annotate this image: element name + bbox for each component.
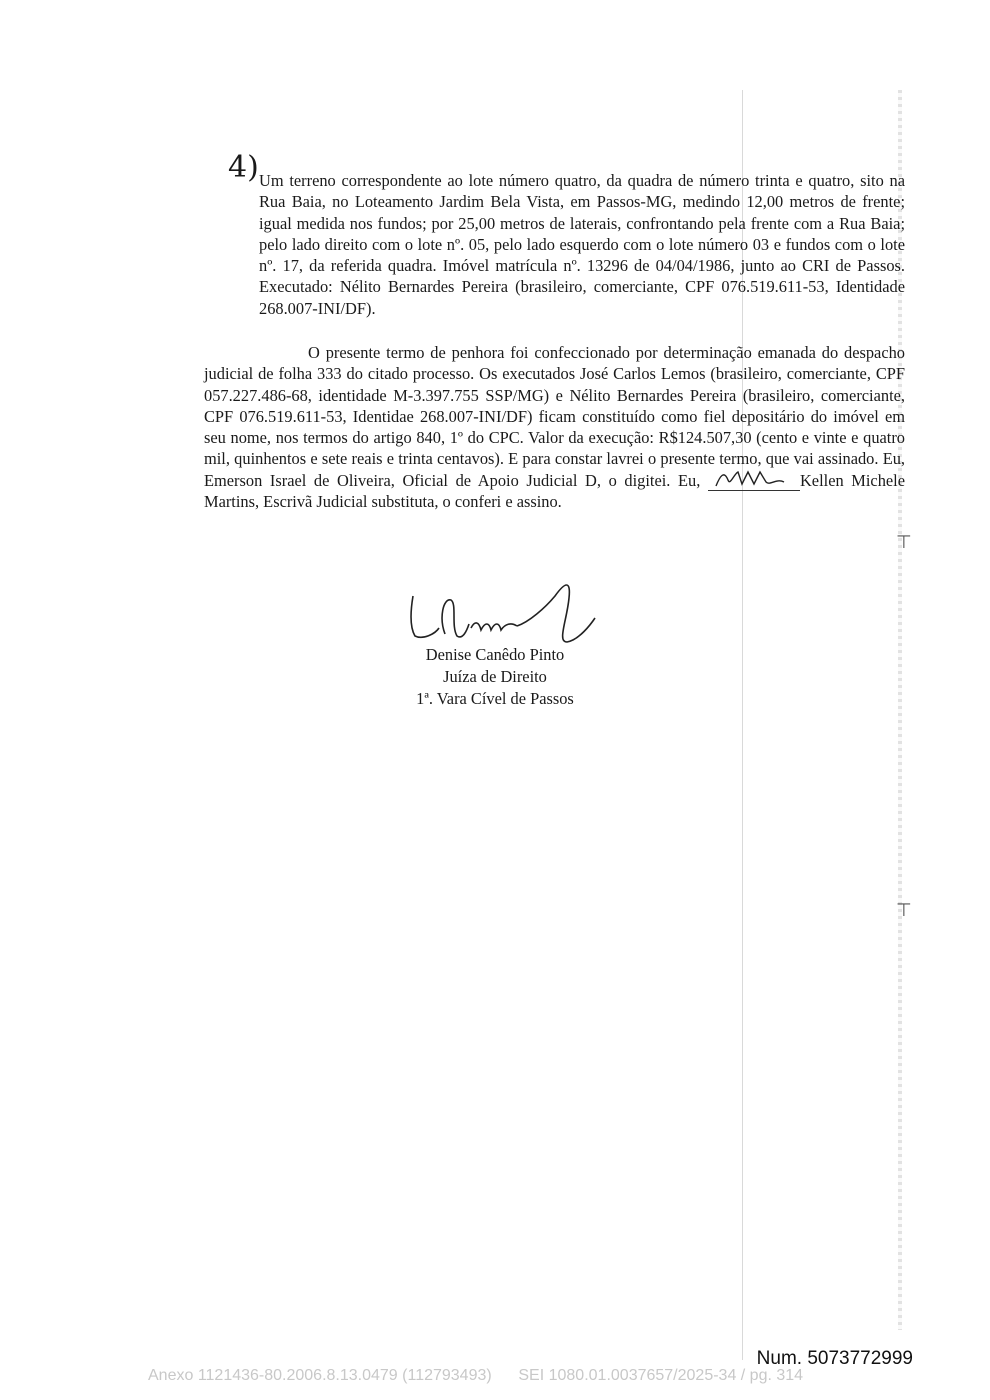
footer-annex: Anexo 1121436-80.2006.8.13.0479 (112793493) [148, 1367, 492, 1384]
judge-signature [405, 578, 605, 648]
term-text-before: O presente termo de penhora foi confeccionado por determinação emanada do despacho judicial de folha 333 do citado processo. Os executados José Carlos Lemos (brasileiro, comerciante, CPF 057.227.486-68, identidade M-3.397.755 SSP/MG) e Nélito Bernardes Pereira (brasileiro, comerciante, CPF 076.519.611-53, Identidae 268.007-INI/DF) ficam constituído como fiel depositário do imóvel em seu nome, nos termos do artigo 840, 1º do CPC. Valor da execução: R$124.507,30 (cento e vinte e quatro mil, quinhentos e sete reais e trinta centavos). E para constar lavrei o presente termo, que vai assinado. Eu, Emerson Israel de Oliveira, Oficial de Apoio Judicial D, o digitei. Eu, [204, 343, 905, 490]
document-number: Num. 5073772999 [756, 1348, 913, 1369]
pledge-term-paragraph [204, 342, 905, 512]
term-text-after: Kellen Michele Martins, Escrivã Judicial substituta, o conferi e assino. [204, 470, 905, 512]
property-description: Um terreno correspondente ao lote número quatro, da quadra de número trinta e quatro, sito na Rua Baia, no Loteamento Jardim Bela Vista, em Passos-MG, medindo 12,00 metros de frente; igual medida nos fundos; por 25,00 metros de laterais, confrontando pela frente com a Rua Baia; pelo lado direito com o lote nº. 05, pelo lado esquerdo com o lote número 03 e fundos com o lote nº. 17, da referida quadra. Imóvel matrícula nº. 13296 de 04/04/1986, junto ao CRI de Passos. Executado: Nélito Bernardes Pereira (brasileiro, comerciante, CPF 076.519.611-53, Identidade 268.007-INI/DF). [259, 171, 905, 318]
judge-name: Denise Canêdo Pinto [425, 645, 565, 664]
footer-sei: SEI 1080.01.0037657/2025-34 / pg. 314 [518, 1367, 804, 1384]
signatory-block [380, 644, 610, 710]
court-name: 1ª. Vara Cível de Passos [416, 689, 574, 708]
footer-stamp [148, 1367, 803, 1385]
margin-tick-mark: ⊤ [896, 532, 912, 553]
clerk-initials-signature [708, 472, 800, 491]
item-number: 4) [228, 150, 259, 185]
margin-tick-mark: ⊤ [896, 900, 912, 921]
judge-title: Juíza de Direito [443, 667, 547, 686]
